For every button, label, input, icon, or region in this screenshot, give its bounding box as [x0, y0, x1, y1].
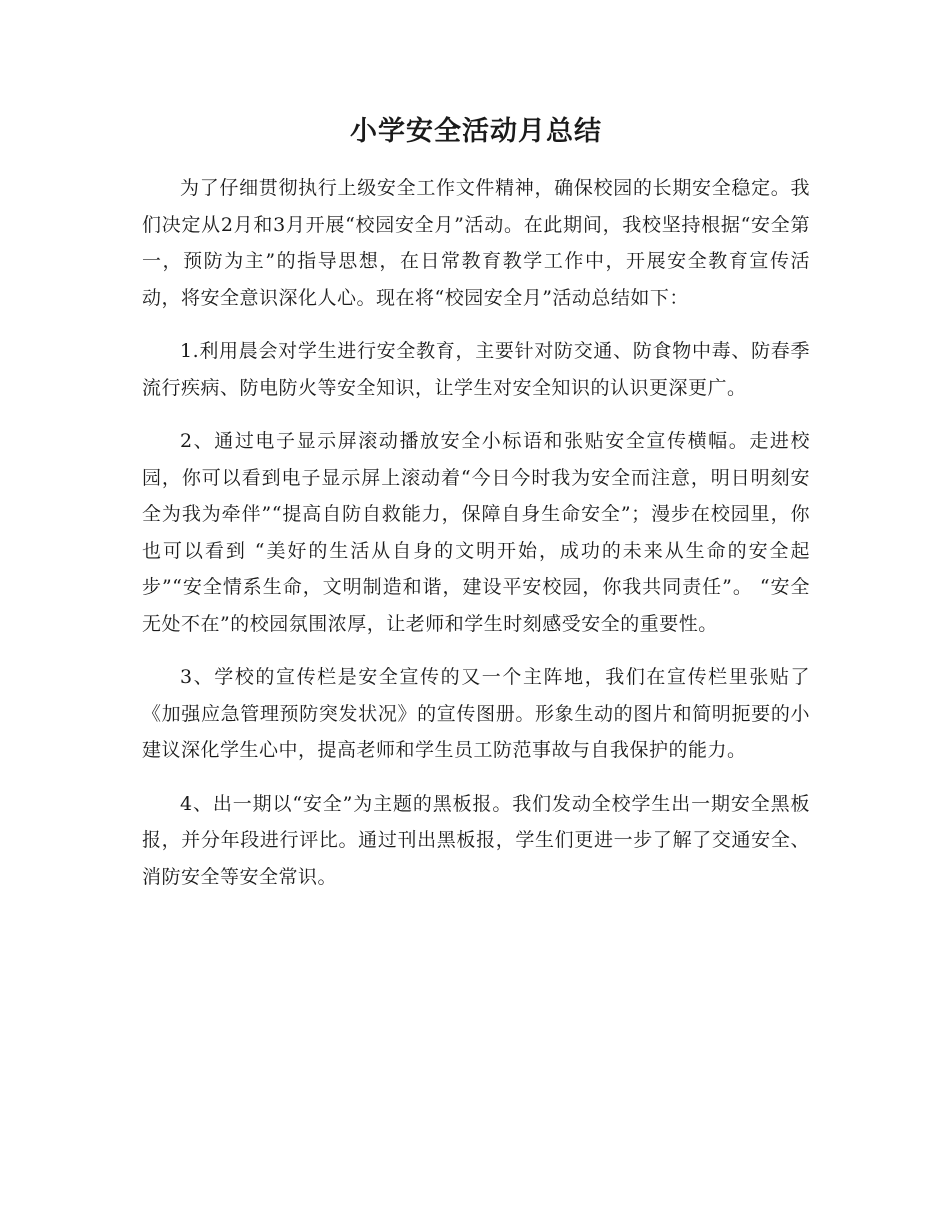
item-3-paragraph: 3、学校的宣传栏是安全宣传的又一个主阵地，我们在宣传栏里张贴了《加强应急管理预防突发状况》的宣传图册。形象生动的图片和简明扼要的小建议深化学生心中，提高老师和学生员工防范事故与自我保护的能力。 [142, 666, 810, 761]
item-1-paragraph: 1.利用晨会对学生进行安全教育，主要针对防交通、防食物中毒、防春季流行疾病、防电防火等安全知识，让学生对安全知识的认识更深更广。 [142, 340, 810, 399]
item-4-paragraph: 4、出一期以“安全”为主题的黑板报。我们发动全校学生出一期安全黑板报，并分年段进行评比。通过刊出黑板报，学生们更进一步了解了交通安全、消防安全等安全常识。 [142, 792, 810, 888]
intro-paragraph: 为了仔细贯彻执行上级安全工作文件精神，确保校园的长期安全稳定。我们决定从2月和3月开展“校园安全月”活动。在此期间，我校坚持根据“安全第一，预防为主”的指导思想，在日常教育教学工作中，开展安全教育宣传活动，将安全意识深化人心。现在将“校园安全月”活动总结如下： [142, 177, 810, 309]
item-2-paragraph: 2、通过电子显示屏滚动播放安全小标语和张贴安全宣传横幅。走进校园，你可以看到电子显示屏上滚动着“今日今时我为安全而注意，明日明刻安全为我为牵伴”“提高自防自救能力，保障自身生命安全”；漫步在校园里，你也可以看到 “美好的生活从自身的文明开始，成功的未来从生命的安全起步”“安全情系生命，文明制造和谐，建设平安校园，你我共同责任”。 “安全无处不在”的校园氛围浓厚，让老师和学生时刻感受安全的重要性。 [142, 430, 810, 635]
document-title: 小学安全活动月总结 [350, 116, 602, 147]
